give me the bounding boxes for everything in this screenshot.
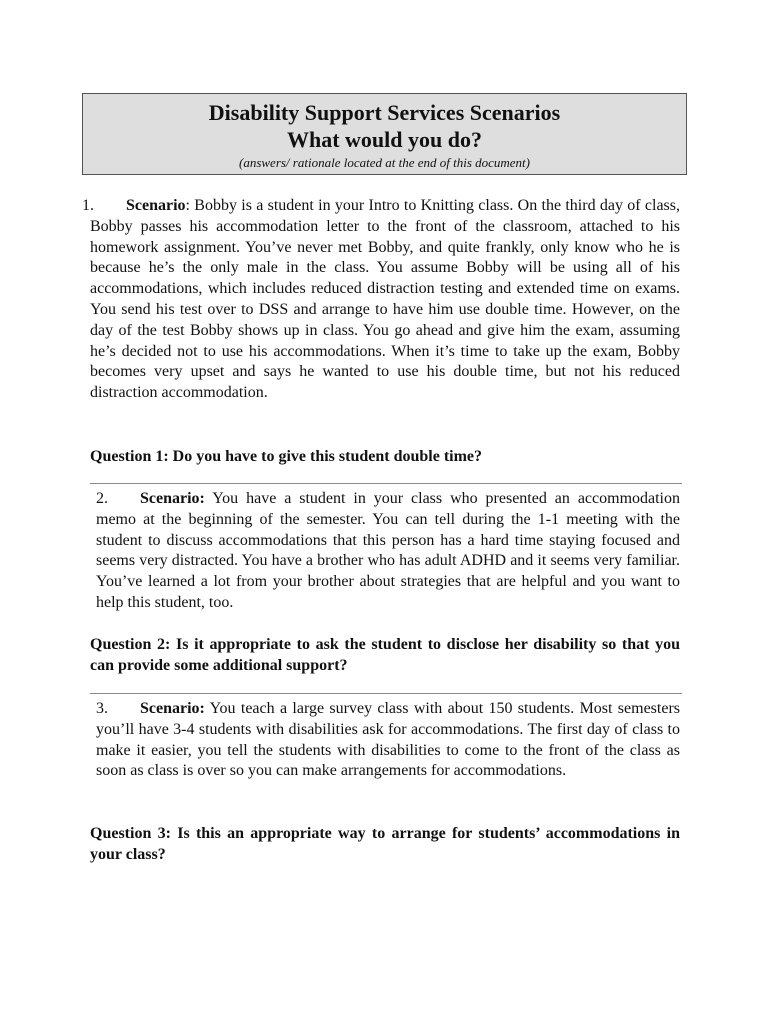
scenario-1-text: Bobby is a student in your Intro to Knitting class. On the third day of class, Bobby passes his accommodation letter to the front of the classroom, attached to his homework assignment. You’ve never met Bobby, and quite frankly, only know who he is because he’s the only male in the class. You assume Bobby will be using all of his accommodations, which includes reduced distraction testing and extended time on exams. You send his test over to DSS and arrange to have him use double time. However, on the day of the test Bobby shows up in class. You go ahead and give him the exam, assuming he’s decided not to use his accommodations. When it’s time to take up the exam, Bobby becomes very upset and says he wanted to use his double time, but not his reduced distraction accommodation. — [90, 197, 680, 402]
title-box — [82, 93, 687, 175]
question-3: Question 3: Is this an appropriate way to arrange for students’ accommodations in your class? — [90, 825, 680, 863]
divider — [90, 693, 682, 694]
scenario-1-sep: : — [185, 197, 190, 214]
divider — [90, 483, 682, 484]
scenario-1-label: Scenario — [126, 197, 186, 214]
scenario-3-text: You teach a large survey class with about 150 students. Most semesters you’ll have 3-4 students with disabilities ask for accommodations. The first day of class to make it easier, you tell the students with disabilities to come to the front of the class as soon as class is over so you can make arrangements for accommodations. — [96, 700, 680, 780]
scenario-1-number: 1. — [82, 197, 94, 214]
scenario-2 — [96, 489, 680, 614]
scenario-2-text: You have a student in your class who presented an accommodation memo at the beginning of the semester. You can tell during the 1-1 meeting with the student to discuss accommodations that this person has a hard time staying focused and seems very distracted. You have a brother who has adult ADHD and it seems very familiar. You’ve learned a lot from your brother about strategies that are helpful and you want to help this student, too. — [96, 490, 680, 611]
answers-note: (answers/ rationale located at the end of this document) — [238, 155, 530, 170]
document-title: Disability Support Services Scenarios — [208, 100, 561, 125]
scenario-3-number: 3. — [96, 700, 108, 717]
scenario-2-number: 2. — [96, 490, 108, 507]
document-subtitle: What would you do? — [286, 127, 482, 152]
scenario-3-label: Scenario: — [140, 700, 205, 717]
scenario-2-label: Scenario: — [140, 490, 205, 507]
scenario-1 — [82, 196, 680, 404]
scenario-3 — [96, 699, 680, 782]
question-2: Question 2: Is it appropriate to ask the student to disclose her disability so that you can provide some additional support? — [90, 636, 680, 674]
question-1: Question 1: Do you have to give this student double time? — [90, 448, 483, 465]
